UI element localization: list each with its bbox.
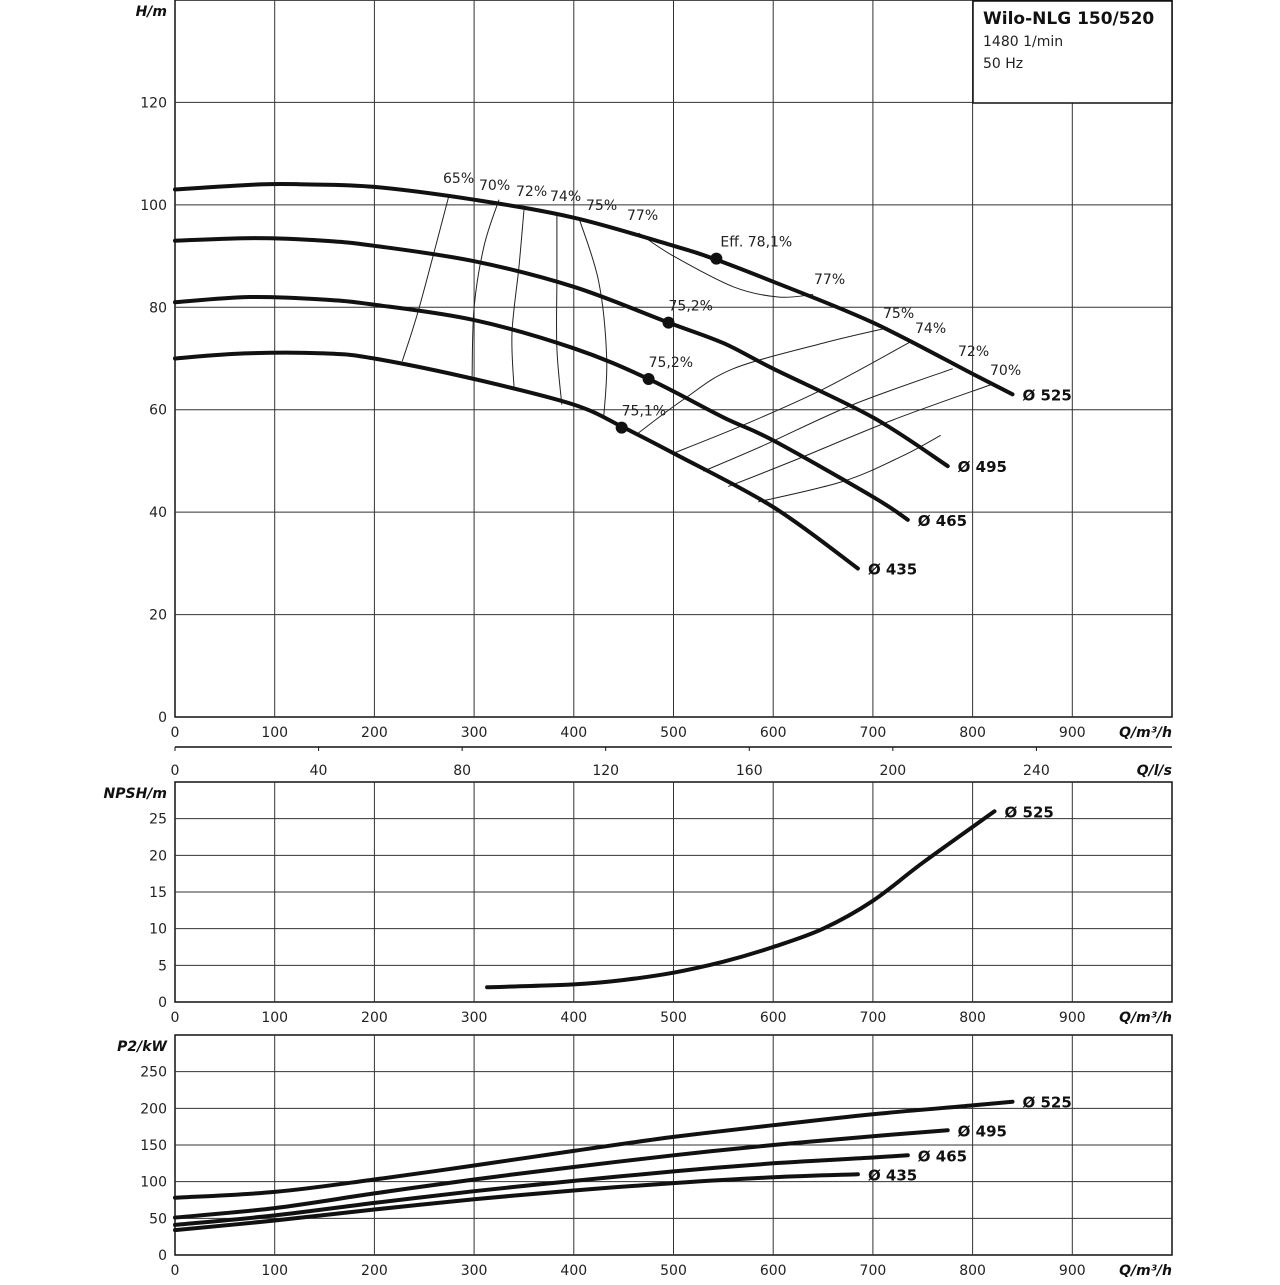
power-curve-label: Ø 435 — [867, 1166, 918, 1185]
grid-layer — [175, 0, 1172, 1255]
head-x-tick-label: 600 — [759, 725, 787, 741]
secondary-x-tick-label: 40 — [309, 763, 328, 779]
head-x-tick-label: 100 — [261, 725, 289, 741]
npsh-x-tick-label: 700 — [859, 1010, 887, 1026]
head-curve-label: Ø 465 — [917, 511, 968, 530]
npsh-y-tick-label: 0 — [158, 995, 167, 1011]
power-x-tick-label: 800 — [959, 1263, 986, 1279]
power-y-tick-label: 250 — [140, 1064, 167, 1081]
efficiency-label-top: 70% — [479, 178, 511, 194]
bep-point — [710, 253, 722, 265]
efficiency-label-top: 77% — [627, 208, 659, 224]
power-x-axis-label: Q/m³/h — [1119, 1263, 1172, 1279]
efficiency-label-right: 70% — [990, 363, 1022, 379]
efficiency-contour-65 — [402, 195, 449, 362]
power-y-tick-label: 200 — [140, 1101, 167, 1118]
npsh-x-tick-label: 300 — [460, 1010, 488, 1026]
head-x-tick-label: 900 — [1058, 725, 1086, 741]
head-y-tick-label: 40 — [149, 505, 167, 522]
power-x-tick-label: 100 — [261, 1263, 289, 1279]
npsh-y-tick-label: 20 — [149, 848, 167, 865]
power-y-tick-label: 150 — [140, 1138, 167, 1154]
npsh-curve-label: Ø 525 — [1004, 803, 1054, 822]
npsh-x-tick-label: 900 — [1058, 1010, 1086, 1026]
head-x-tick-label: 700 — [859, 725, 887, 741]
efficiency-contour-74 — [674, 341, 913, 454]
efficiency-label-top: 65% — [443, 171, 475, 187]
bep-label: 75,2% — [648, 354, 694, 371]
npsh-y-tick-label: 25 — [149, 811, 167, 828]
npsh-y-tick-label: 10 — [149, 921, 167, 938]
head-x-axis-label: Q/m³/h — [1119, 725, 1172, 741]
head-curve-label: Ø 495 — [957, 458, 1007, 477]
head-curve-525 — [175, 184, 1013, 394]
efficiency-label-top: 75% — [586, 198, 618, 214]
power-curve-label: Ø 495 — [957, 1122, 1007, 1141]
head-curve-label: Ø 435 — [867, 560, 918, 579]
npsh-y-tick-label: 15 — [149, 885, 167, 901]
title-model: Wilo-NLG 150/520 — [983, 9, 1155, 29]
power-y-tick-label: 0 — [158, 1248, 167, 1264]
efficiency-label-right: 77% — [814, 272, 846, 288]
power-x-tick-label: 400 — [560, 1263, 588, 1279]
power-curve-label: Ø 465 — [917, 1147, 968, 1166]
head-x-tick-label: 200 — [361, 725, 388, 741]
secondary-x-tick-label: 0 — [170, 763, 180, 779]
efficiency-contour-72 — [512, 210, 524, 387]
power-x-tick-label: 200 — [361, 1263, 388, 1279]
npsh-x-tick-label: 200 — [361, 1010, 388, 1026]
secondary-x-tick-label: 200 — [879, 763, 907, 779]
bep-label: 75,2% — [668, 298, 713, 315]
secondary-x-tick-label: 80 — [453, 763, 472, 779]
head-y-tick-label: 120 — [140, 95, 167, 112]
efficiency-contour-74 — [557, 213, 562, 405]
secondary-x-tick-label: 120 — [592, 763, 620, 779]
bep-label: 75,1% — [621, 403, 667, 420]
efficiency-label-right: 75% — [883, 306, 915, 322]
head-y-tick-label: 100 — [140, 197, 167, 214]
head-x-tick-label: 400 — [560, 725, 588, 741]
npsh-x-tick-label: 0 — [170, 1010, 180, 1026]
head-x-tick-label: 500 — [660, 725, 687, 741]
power-x-tick-label: 900 — [1058, 1263, 1086, 1279]
efficiency-label-top: 74% — [550, 189, 582, 205]
curve-layer — [175, 184, 1013, 1230]
head-y-tick-label: 0 — [158, 710, 167, 726]
bep-point — [643, 373, 655, 385]
bep-point — [663, 317, 675, 329]
efficiency-contour-70 — [472, 200, 499, 377]
npsh-x-axis-label: Q/m³/h — [1119, 1010, 1172, 1026]
npsh-y-axis-label: NPSH/m — [103, 786, 167, 802]
head-curve-435 — [175, 353, 858, 569]
efficiency-contour-70 — [728, 384, 992, 486]
bep-point — [616, 422, 628, 434]
efficiency-label-top: 72% — [516, 184, 548, 200]
head-y-axis-label: H/m — [135, 4, 167, 20]
head-y-tick-label: 80 — [149, 300, 167, 317]
head-x-tick-label: 300 — [460, 725, 488, 741]
title-frequency: 50 Hz — [983, 56, 1024, 72]
npsh-x-tick-label: 400 — [560, 1010, 588, 1026]
power-x-tick-label: 500 — [660, 1263, 687, 1279]
head-y-tick-label: 60 — [149, 402, 167, 419]
power-y-tick-label: 50 — [149, 1211, 167, 1228]
efficiency-label-right: 72% — [958, 344, 990, 360]
efficiency-contour-75 — [579, 218, 607, 418]
head-curve-label: Ø 525 — [1022, 386, 1072, 405]
title-speed: 1480 1/min — [983, 34, 1064, 50]
npsh-x-tick-label: 500 — [660, 1010, 687, 1026]
title-box — [973, 1, 1172, 103]
secondary-x-tick-label: 240 — [1023, 763, 1050, 779]
power-curve-label: Ø 525 — [1022, 1093, 1072, 1112]
head-curve-465 — [175, 297, 908, 520]
power-curve-435 — [175, 1174, 858, 1230]
text-layer — [104, 4, 1173, 1279]
secondary-x-tick-label: 160 — [735, 763, 763, 779]
efficiency-label-right: 74% — [915, 321, 947, 337]
power-x-tick-label: 0 — [170, 1263, 180, 1279]
head-x-tick-label: 800 — [959, 725, 986, 741]
secondary-x-axis-label: Q/l/s — [1136, 763, 1172, 779]
bep-label: Eff. 78,1% — [720, 234, 793, 251]
head-y-tick-label: 20 — [149, 607, 167, 624]
power-x-tick-label: 600 — [759, 1263, 787, 1279]
efficiency-contour-72 — [703, 369, 952, 472]
npsh-y-tick-label: 5 — [158, 958, 167, 975]
power-x-tick-label: 700 — [859, 1263, 887, 1279]
power-y-tick-label: 100 — [140, 1174, 167, 1191]
npsh-x-tick-label: 100 — [261, 1010, 289, 1026]
efficiency-contour-layer — [402, 195, 992, 502]
head-x-tick-label: 0 — [170, 725, 180, 741]
npsh-x-tick-label: 800 — [959, 1010, 986, 1026]
power-y-axis-label: P2/kW — [117, 1039, 167, 1055]
power-x-tick-label: 300 — [460, 1263, 488, 1279]
npsh-curve-525 — [487, 811, 994, 987]
npsh-x-tick-label: 600 — [759, 1010, 787, 1026]
